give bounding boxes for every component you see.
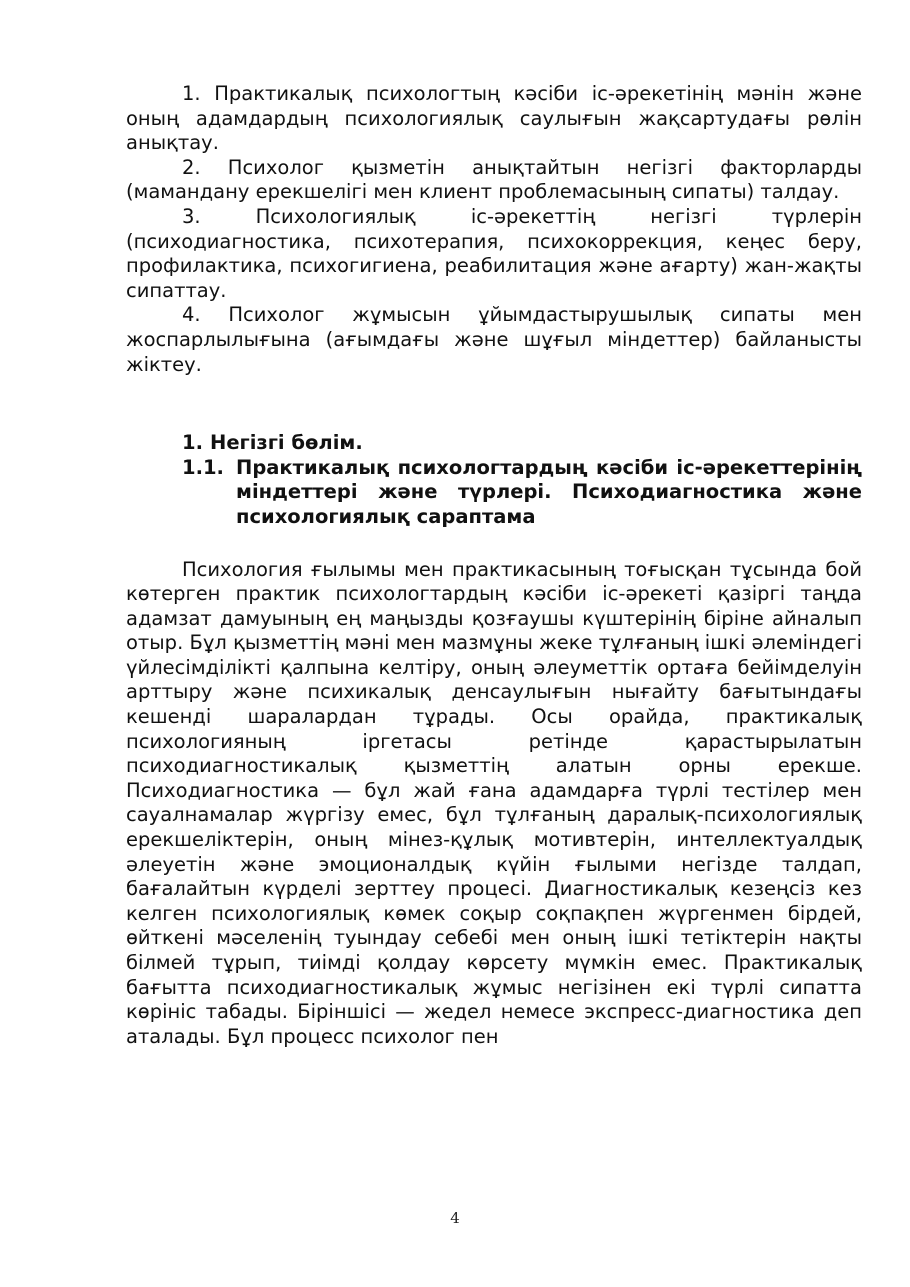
objective-item-2: 2. Психолог қызметін анықтайтын негізгі факторларды (мамандану ерекшелігі мен клиент проблемасының сипаты) талдау. [126,155,862,204]
document-page [126,82,862,1049]
body-paragraph: Психология ғылымы мен практикасының тоғысқан тұсында бой көтерген практик психологтардың кәсіби іс-әрекеті қазіргі таңда адамзат дамуының ең маңызды қозғаушы күштерінің біріне айналып отыр. Бұл қызметтің мәні мен мазмұны жеке тұлғаның ішкі әлеміндегі үйлесімділікті қалпына келтіру, оның әлеуметтік ортаға бейімделуін арттыру және психикалық денсаулығын нығайту бағытындағы кешенді шаралардан тұрады. Осы орайда, практикалық психологияның іргетасы ретінде қарастырылатын психодиагностикалық қызметтің алатын орны ерекше. Психодиагностика — бұл жай ғана адамдарға түрлі тестілер мен сауалнамалар жүргізу емес, бұл тұлғаның даралық-психологиялық ерекшеліктерін, оның мінез-құлық мотивтерін, интеллектуалдық әлеуетін және эмоционалдық күйін ғылыми негізде талдап, бағалайтын күрделі зерттеу процесі. Диагностикалық кезеңсіз кез келген психологиялық көмек соқыр соқпақпен жүргенмен бірдей, өйткені мәселенің туындау себебі мен оның ішкі тетіктерін нақты білмей тұрып, тиімді қолдау көрсету мүмкін емес. Практикалық бағытта психодиагностикалық жұмыс негізінен екі түрлі сипатта көрініс табады. Біріншісі — жедел немесе экспресс-диагностика деп аталады. Бұл процесс психолог пен [126,557,862,1048]
spacer [126,530,862,558]
section-heading [182,431,862,456]
subsection-title: Практикалық психологтардың кәсіби іс-әрекеттерінің міндеттері және түрлері. Психодиагностика және психологиялық сараптама [236,455,862,528]
subsection-number: 1.1. [182,455,224,479]
objective-item-1: 1. Практикалық психологтың кәсіби іс-әрекетінің мәнін және оның адамдардың психологиялық саулығын жақсартудағы рөлін анықтау. [126,82,862,155]
section-title: Негізгі бөлім. [210,431,363,455]
objective-item-3: 3. Психологиялық іс-әрекеттің негізгі түрлерін (психодиагностика, психотерапия, психокоррекция, кеңес беру, профилактика, психогигиена, реабилитация және ағарту) жан-жақты сипаттау. [126,204,862,302]
page-number: 4 [450,1209,460,1227]
subsection-heading [182,456,862,530]
objective-item-4: 4. Психолог жұмысын ұйымдастырушылық сипаты мен жоспарлылығына (ағымдағы және шұғыл міндеттер) байланысты жіктеу. [126,303,862,376]
section-number: 1. [182,431,203,455]
spacer [126,377,862,431]
